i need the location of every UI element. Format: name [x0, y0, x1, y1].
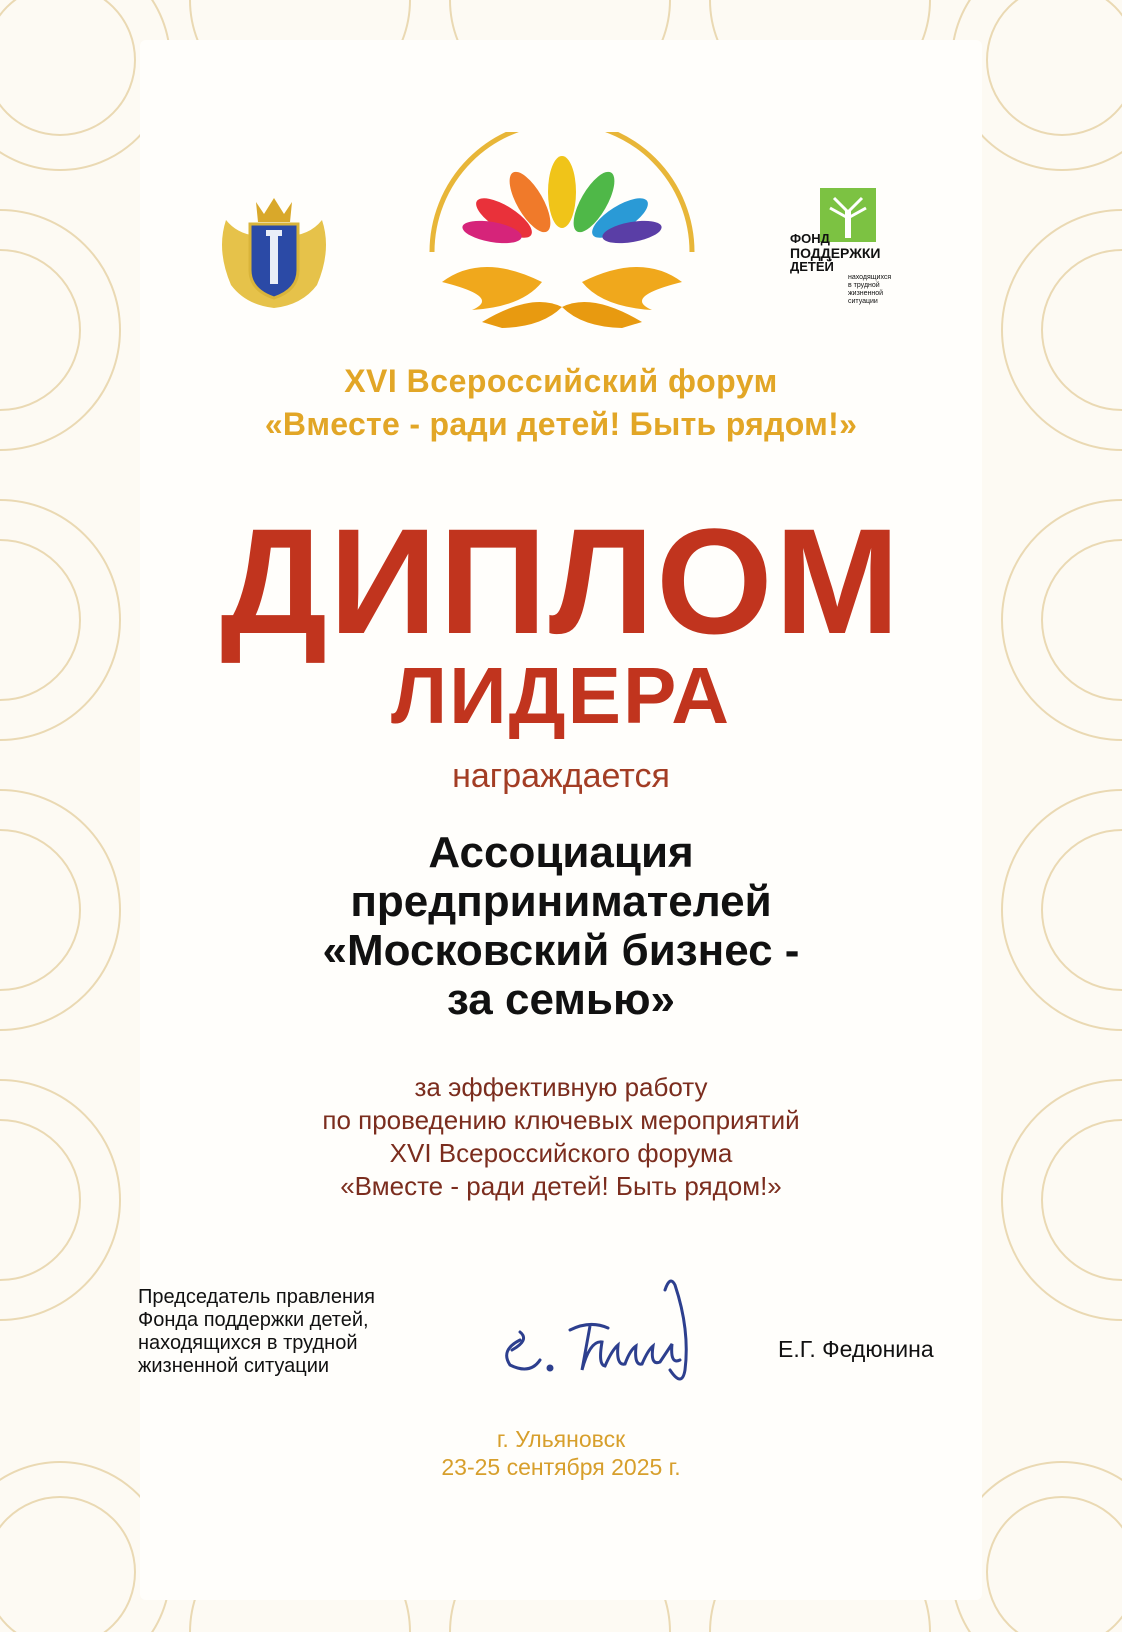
reason-line: по проведению ключевых мероприятий	[322, 1105, 800, 1135]
chair-title	[138, 1286, 458, 1378]
dates: 23-25 сентября 2025 г.	[441, 1454, 681, 1480]
fund-logo-small-1: находящихся	[848, 274, 892, 281]
fund-logo-line2: ПОДДЕРЖКИ	[790, 245, 881, 261]
signature-icon	[490, 1270, 730, 1400]
fund-logo-small-3: жизненной	[848, 290, 884, 297]
signer-name: Е.Г. Федюнина	[778, 1336, 934, 1362]
reason-line: за эффективную работу	[414, 1072, 708, 1102]
place-and-date	[0, 1425, 1122, 1481]
fund-logo-line1: ФОНД	[790, 231, 830, 246]
fund-logo-text	[790, 232, 880, 274]
forum-slogan: «Вместе - ради детей! Быть рядом!»	[264, 406, 858, 442]
award-reason	[0, 1071, 1122, 1203]
forum-title: XVI Всероссийский форум	[344, 363, 778, 399]
fund-logo-small-4: ситуации	[848, 298, 878, 305]
fund-logo-small-2: в трудной	[848, 282, 880, 289]
chair-line: находящихся в трудной	[138, 1332, 358, 1354]
reason-line: XVI Всероссийского форума	[389, 1138, 733, 1168]
diploma-title: ДИПЛОМ	[220, 497, 902, 665]
awarded-label: награждается	[452, 757, 670, 795]
fund-logo-small-text	[848, 274, 891, 306]
recipient-line: предпринимателей	[350, 877, 772, 926]
lotus-hands-logo-icon	[412, 132, 712, 342]
chair-line: Председатель правления	[138, 1286, 376, 1308]
coat-of-arms-icon	[216, 190, 332, 310]
fund-logo-line3: ДЕТЕЙ	[790, 259, 834, 274]
recipient-line: Ассоциация	[428, 828, 694, 877]
reason-line: «Вместе - ради детей! Быть рядом!»	[340, 1171, 782, 1201]
chair-line: Фонда поддержки детей,	[138, 1309, 369, 1331]
recipient-line: «Московский бизнес -	[322, 926, 800, 975]
recipient-name	[0, 828, 1122, 1024]
city: г. Ульяновск	[496, 1426, 626, 1452]
diploma-subtitle: ЛИДЕРА	[390, 651, 732, 740]
chair-line: жизненной ситуации	[138, 1355, 330, 1377]
recipient-line: за семью»	[447, 975, 675, 1024]
